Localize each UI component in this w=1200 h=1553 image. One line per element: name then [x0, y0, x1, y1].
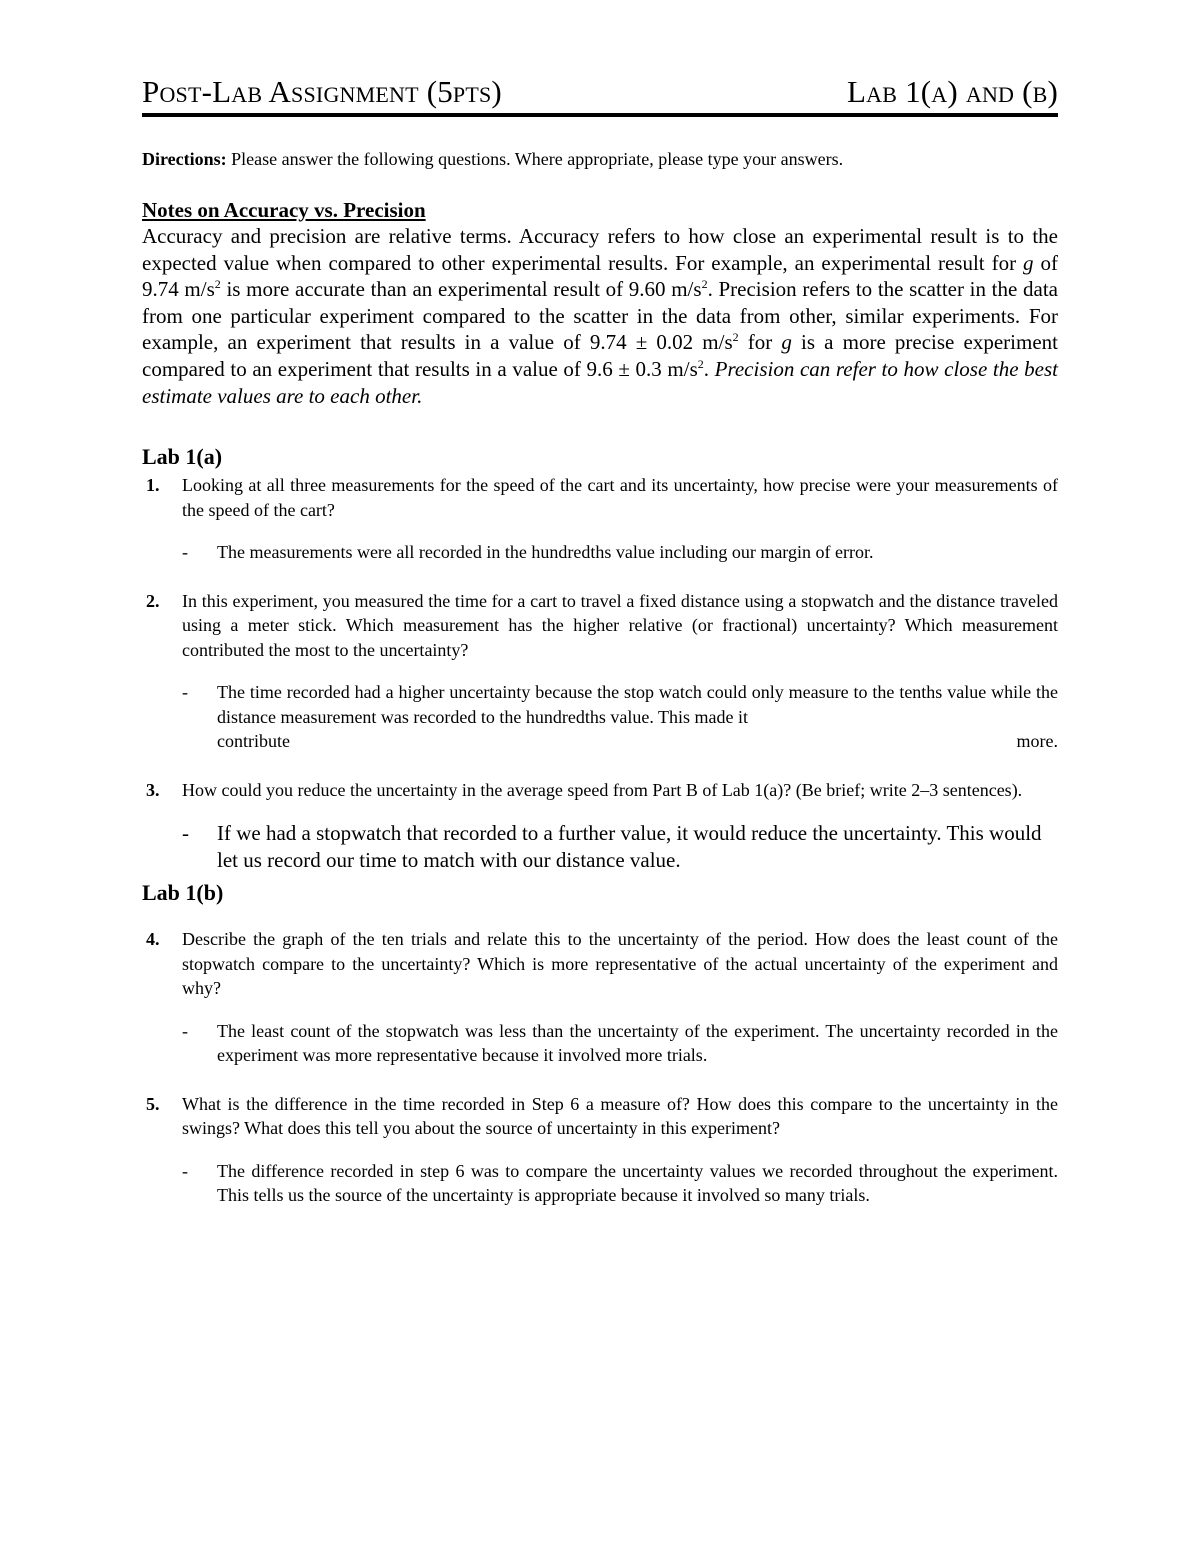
answer-dash: -	[182, 682, 188, 703]
answer-text-block	[217, 680, 1058, 754]
superscript: 2	[697, 356, 704, 371]
answer-dash: -	[182, 542, 188, 563]
answer-text: If we had a stopwatch that recorded to a further value, it would reduce the uncertainty. This would let us record our time to match with our distance value.	[217, 821, 1042, 872]
answer-last-left: contribute	[217, 731, 290, 752]
notes-symbol-g: g	[1023, 250, 1034, 275]
notes-text: is a more precise experiment compared to an experiment that results in a value of 9.6 ± 0.3 m/s	[142, 330, 1058, 381]
answer-last-line	[217, 729, 1058, 754]
directions-text: Please answer the following questions. Where appropriate, please type your answers.	[226, 149, 844, 169]
page-header	[142, 74, 1058, 112]
notes-text: is more accurate than an experimental result of 9.60 m/s	[220, 277, 702, 302]
answer-last-right: more.	[1016, 731, 1058, 752]
question-5	[142, 1092, 1058, 1141]
answer-2	[182, 680, 1058, 754]
notes-paragraph	[142, 223, 1058, 409]
question-4	[142, 927, 1058, 1001]
notes-text: of 9.74 m/s	[142, 250, 1058, 302]
question-text: How could you reduce the uncertainty in the average speed from Part B of Lab 1(a)? (Be brief; write 2–3 sentences).	[182, 779, 1023, 800]
question-1	[142, 473, 1058, 522]
lab-a-heading: Lab 1(a)	[142, 444, 223, 470]
question-number: 4.	[146, 929, 160, 950]
question-text: In this experiment, you measured the time for a cart to travel a fixed distance using a stopwatch and the distance traveled using a meter stick. Which measurement has the higher relative (or fractional) uncertainty? Which measurement contributed the most to the uncertainty?	[182, 590, 1058, 660]
directions-label: Directions:	[142, 149, 227, 169]
question-text: Describe the graph of the ten trials and relate this to the uncertainty of the period. How does the least count of the stopwatch compare to the uncertainty? Which is more representative of the actual uncertainty of the experiment and why?	[182, 929, 1058, 999]
answer-text: The least count of the stopwatch was less than the uncertainty of the experiment. The uncertainty recorded in the experiment was more representative because it involved more trials.	[217, 1020, 1058, 1066]
answer-text: The difference recorded in step 6 was to compare the uncertainty values we recorded throughout the experiment. This tells us the source of the uncertainty is appropriate because it involved so many trials.	[217, 1160, 1058, 1206]
notes-body	[142, 223, 1058, 409]
question-number: 2.	[146, 590, 160, 611]
answer-1	[182, 540, 1058, 565]
answer-5	[182, 1159, 1058, 1208]
lab-title: Lab 1(a) and (b)	[847, 74, 1058, 109]
document-page	[142, 74, 1058, 1208]
answer-dash: -	[182, 821, 189, 846]
assignment-title: Post-Lab Assignment (5pts)	[142, 74, 502, 109]
superscript: 2	[732, 330, 739, 345]
answer-4	[182, 1019, 1058, 1068]
lab-b-heading: Lab 1(b)	[142, 880, 224, 906]
answer-3	[182, 820, 1058, 873]
question-2	[142, 589, 1058, 663]
answer-text: The measurements were all recorded in the hundredths value including our margin of error.	[217, 542, 874, 563]
question-number: 3.	[146, 779, 160, 800]
notes-text: for	[738, 330, 782, 355]
directions	[142, 147, 1058, 171]
notes-text: Accuracy and precision are relative terms. Accuracy refers to how close an experimental result is to the expected value when compared to other experimental results. For example, an experimental result for	[142, 224, 1058, 275]
notes-text: .	[703, 356, 715, 381]
notes-text: . Precision refers to the scatter in the data from one particular experiment compared to the scatter in the data from other, similar experiments. For example, an experiment that results in a value of 9.74 ± 0.02 m/s	[142, 277, 1059, 355]
notes-italic-text: Precision can refer to how close the best estimate values are to each other.	[142, 356, 1059, 408]
answer-dash: -	[182, 1020, 188, 1041]
question-number: 5.	[146, 1093, 160, 1114]
question-text: What is the difference in the time recorded in Step 6 a measure of? How does this compare to the uncertainty in the swings? What does this tell you about the source of uncertainty in this experiment?	[182, 1093, 1058, 1139]
header-rule	[142, 113, 1058, 117]
superscript: 2	[701, 277, 708, 292]
question-text: Looking at all three measurements for the speed of the cart and its uncertainty, how precise were your measurements of the speed of the cart?	[182, 475, 1058, 520]
answer-dash: -	[182, 1160, 188, 1181]
notes-heading: Notes on Accuracy vs. Precision	[142, 198, 426, 222]
superscript: 2	[214, 277, 221, 292]
question-3	[142, 778, 1058, 803]
notes-symbol-g: g	[781, 330, 792, 355]
question-number: 1.	[146, 475, 160, 496]
answer-text: The time recorded had a higher uncertainty because the stop watch could only measure to the tenths value while the distance measurement was recorded to the hundredths value. This made it	[217, 682, 1058, 727]
